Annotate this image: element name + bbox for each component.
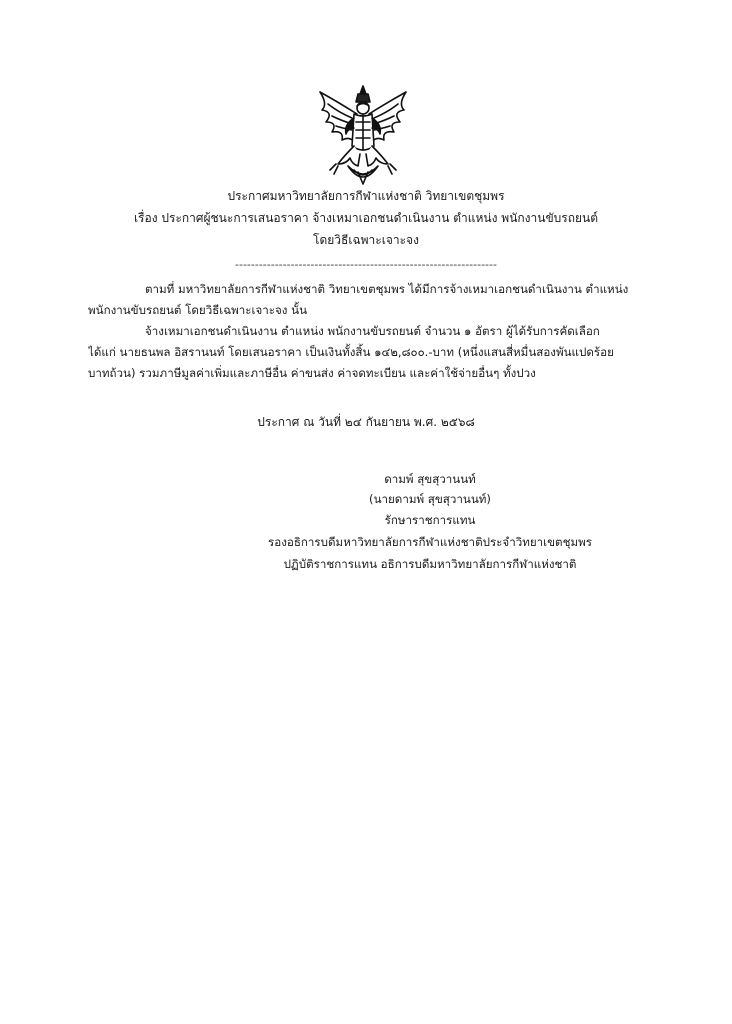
paragraph-1 xyxy=(88,279,663,321)
garuda-emblem-svg xyxy=(308,84,418,192)
signature-role-on-behalf: ปฏิบัติราชการแทน อธิการบดีมหาวิทยาลัยการกีฬาแห่งชาติ xyxy=(283,557,577,571)
header-divider: ------------------------------------------------------------------ xyxy=(235,258,497,271)
signature-printed-name: (นายดามพ์ สุขสุวานนท์) xyxy=(369,492,491,506)
paragraph-2-line-1: จ้างเหมาเอกชนดำเนินงาน ตำแหน่ง พนักงานขับรถยนต์ จำนวน ๑ อัตรา ผู้ได้รับการคัดเลือก xyxy=(145,324,600,338)
signature-role-acting: รักษาราชการแทน xyxy=(384,513,476,527)
announcement-method: โดยวิธีเฉพาะเจาะจง xyxy=(313,233,419,247)
signature-signed-name: ดามพ์ สุขสุวานนท์ xyxy=(384,472,476,486)
paragraph-1-line-2: พนักงานขับรถยนต์ โดยวิธีเฉพาะเจาะจง นั้น xyxy=(88,303,308,317)
paragraph-2-line-3: บาทถ้วน) รวมภาษีมูลค่าเพิ่มและภาษีอื่น ค่าขนส่ง ค่าจดทะเบียน และค่าใช้จ่ายอื่นๆ ทั้งปวง xyxy=(88,366,536,380)
signature-role-vice-president: รองอธิการบดีมหาวิทยาลัยการกีฬาแห่งชาติประจำวิทยาเขตชุมพร xyxy=(268,535,592,549)
announcement-subject: เรื่อง ประกาศผู้ชนะการเสนอราคา จ้างเหมาเอกชนดำเนินงาน ตำแหน่ง พนักงานขับรถยนต์ xyxy=(133,211,599,225)
paragraph-2 xyxy=(88,321,663,384)
announcement-date: ประกาศ ณ วันที่ ๒๔ กันยายน พ.ศ. ๒๕๖๘ xyxy=(257,415,475,429)
paragraph-1-line-1: ตามที่ มหาวิทยาลัยการกีฬาแห่งชาติ วิทยาเขตชุมพร ได้มีการจ้างเหมาเอกชนดำเนินงาน ตำแหน่ง xyxy=(145,282,629,296)
paragraph-2-line-2: ได้แก่ นายธนพล อิสรานนท์ โดยเสนอราคา เป็นเงินทั้งสิ้น ๑๔๒,๘๐๐.-บาท (หนึ่งแสนสี่หมื่นสองพันแปดร้อย xyxy=(88,345,614,359)
garuda-emblem-icon xyxy=(308,84,418,192)
announcement-title: ประกาศมหาวิทยาลัยการกีฬาแห่งชาติ วิทยาเขตชุมพร xyxy=(227,189,505,203)
